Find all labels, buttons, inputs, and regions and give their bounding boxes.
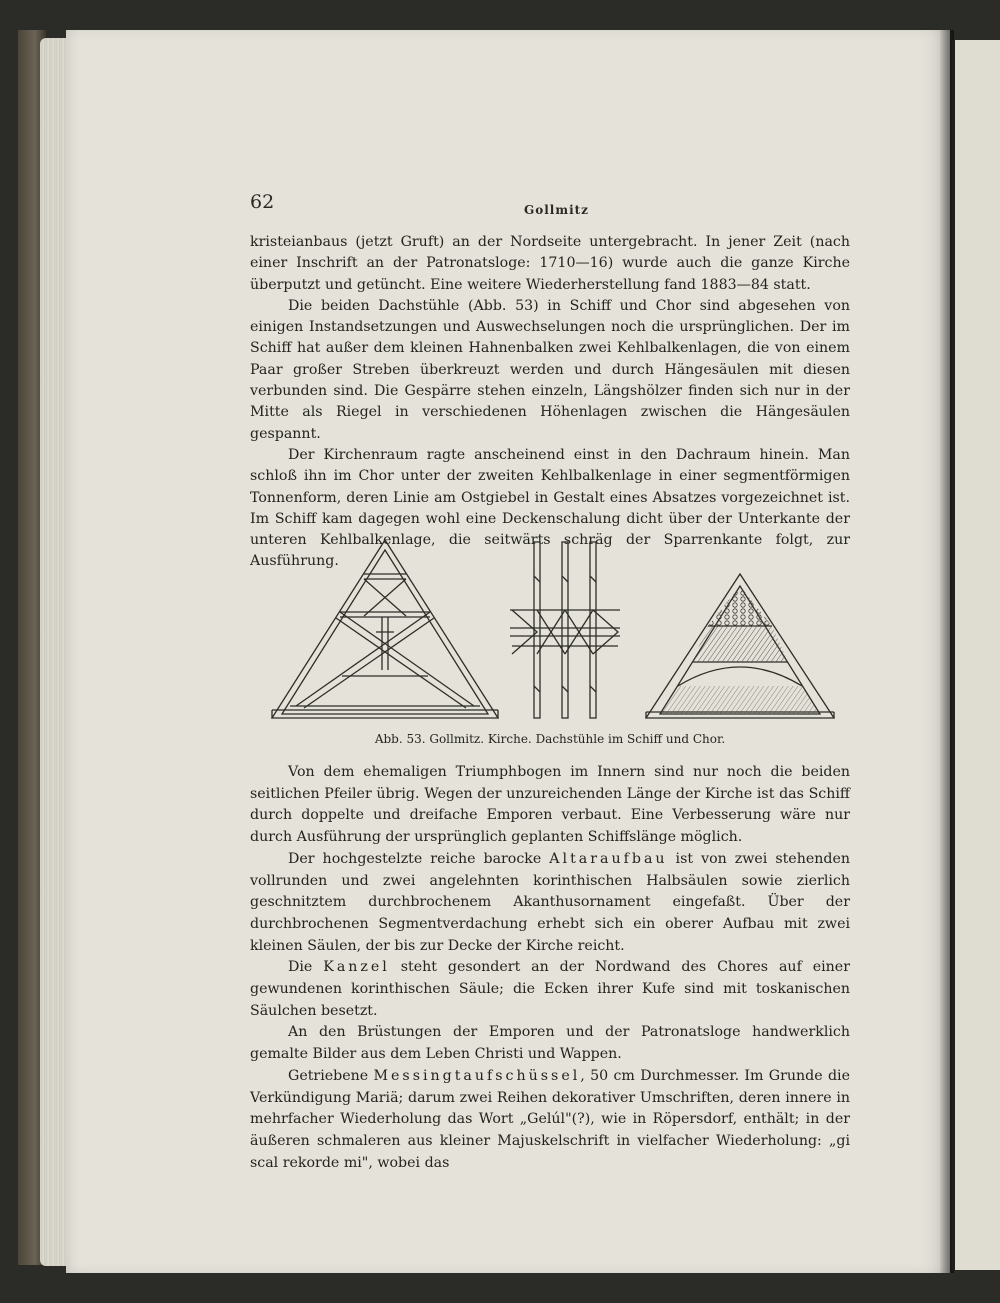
gable-base-infill (660, 686, 820, 714)
paragraph (250, 1066, 850, 1175)
paragraph: Der Kirchenraum ragte anscheinend einst in den Dachraum hinein. Man schloß ihn im Chor unter der zweiten Kehlbalkenlage in einer segmentförmigen Tonnenform, deren Linie am Ostgiebel in Gestalt eines Absatzes vorgezeichnet ist. Im Schiff kam dagegen wohl eine Deckenschalung dicht über der Unterkante der unteren Kehlbalkenlage, die seitwärts schräg der Sparrenkante folgt, zur Ausführung. (250, 446, 850, 570)
text-run: , 50 cm Durchmesser. Im Grunde die Verkündigung Mariä; darum zwei Reihen dekorativer Umschriften, deren innere in mehrfacher Wiederholung das Wort „Gelúl"(?), wie in Röpersdorf, enthält; in der äußeren schmaleren aus kleiner Majuskelschrift in vielfacher Wiederholung: „gi scal rekorde mi", wobei das (250, 1067, 850, 1171)
spaced-term: Altaraufbau (549, 850, 668, 867)
page-header (250, 191, 850, 219)
gable-infill (692, 626, 788, 662)
nave-truss (272, 540, 498, 718)
roof-truss-drawing (268, 536, 840, 726)
text-run: ist von zwei stehenden vollrunden und zwei angelehnten korinthischen Halbsäulen sowie zierlich geschnitztem durchbrochenem Akanthusornament eingefaßt. Über der durchbrochenen Segmentverdachung erhebt sich ein oberer Aufbau mit zwei kleinen Säulen, der bis zur Decke der Kirche reicht. (250, 850, 850, 954)
roof-truss-figure (268, 536, 840, 726)
truss-section (510, 542, 620, 718)
paragraph: kristeianbaus (jetzt Gruft) an der Nordseite untergebracht. In jener Zeit (nach einer Inschrift an der Patronatsloge: 1710—16) wurde auch die ganze Kirche überputzt und getüncht. Eine weitere Wiederherstellung fand 1883—84 statt. (250, 234, 850, 293)
text-run: Die (288, 959, 324, 976)
paragraph (250, 849, 850, 958)
figure-caption: Abb. 53. Gollmitz. Kirche. Dachstühle im Schiff und Chor. (374, 732, 726, 746)
page-number: 62 (250, 191, 275, 213)
text-run: Getriebene (288, 1067, 374, 1084)
paragraph (250, 957, 850, 1022)
paragraph: Die beiden Dachstühle (Abb. 53) in Schiff und Chor sind abgesehen von einigen Instandsetzungen und Auswechselungen noch die ursprünglichen. Der im Schiff hat außer dem kleinen Hahnenbalken zwei Kehlbalkenlagen, die von einem Paar großer Streben überkreuzt werden und durch Hängesäulen mit diesen verbunden sind. Die Gespärre stehen einzeln, Längshölzer finden sich nur in der Mitte als Riegel in verschiedenen Höhenlagen zwischen die Hängesäulen gespannt. (250, 297, 850, 442)
gable-masonry (708, 586, 772, 626)
spaced-term: Kanzel (323, 959, 390, 976)
paragraph: An den Brüstungen der Emporen und der Patronatsloge handwerklich gemalte Bilder aus dem Leben Christi und Wappen. (250, 1024, 850, 1063)
body-text-top (250, 232, 850, 573)
running-head: Gollmitz (524, 203, 589, 217)
spaced-term: Messingtaufschüssel (373, 1067, 581, 1084)
text-run: steht gesondert an der Nordwand des Chores auf einer gewundenen korinthischen Säule; die Ecken ihrer Kufe sind mit toskanischen Säulchen besetzt. (250, 959, 850, 1019)
body-text-bottom (250, 762, 850, 1174)
facing-page-edge (952, 40, 1000, 1270)
text-run: Der hochgestelzte reiche barocke (288, 850, 550, 867)
paragraph: Von dem ehemaligen Triumphbogen im Innern sind nur noch die beiden seitlichen Pfeiler übrig. Wegen der unzureichenden Länge der Kirche ist das Schiff durch doppelte und dreifache Emporen verbaut. Eine Verbesserung wäre nur durch Ausführung der ursprünglich geplanten Schiffslänge möglich. (250, 764, 850, 846)
